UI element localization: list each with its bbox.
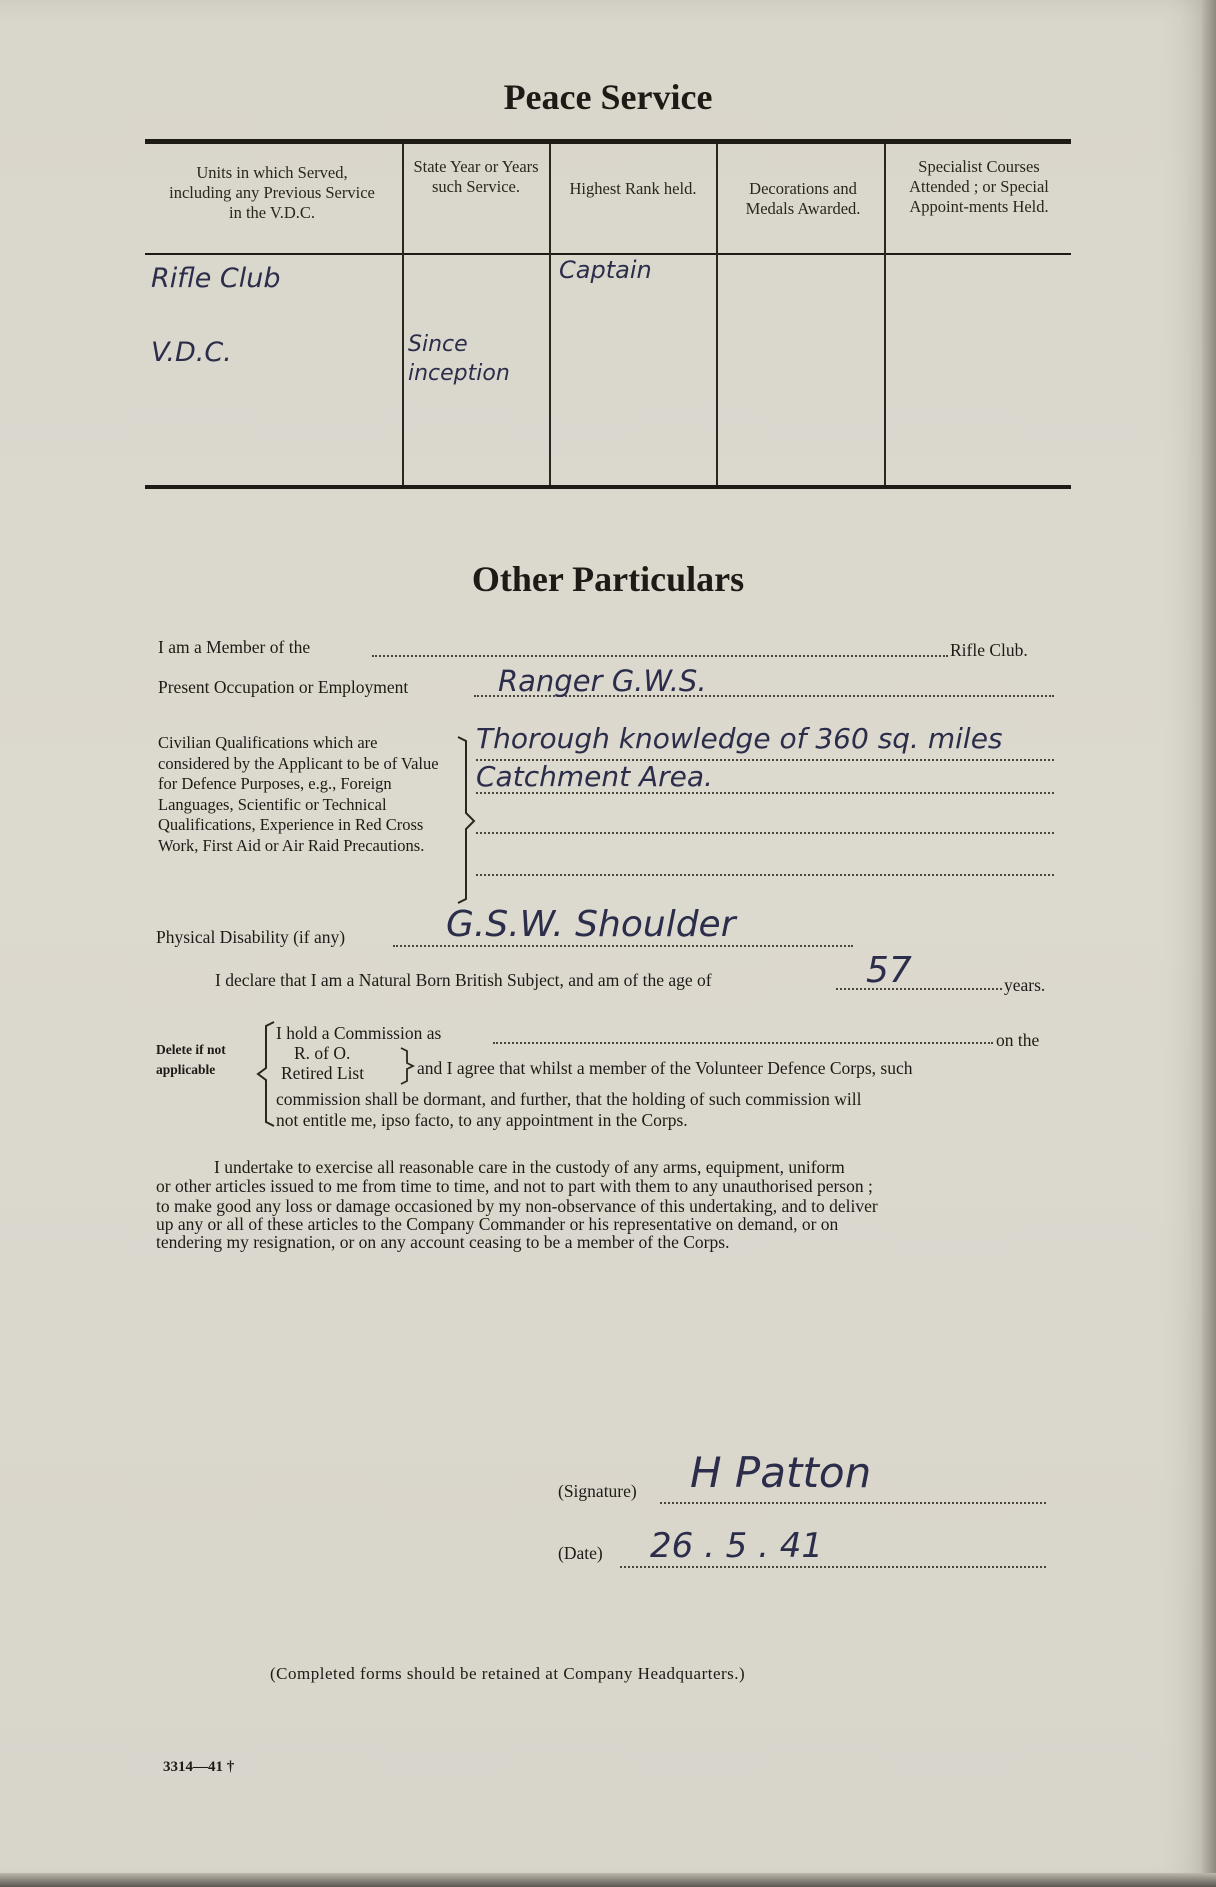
declare-prefix: I declare that I am a Natural Born British Subject, and am of the age of [215, 970, 712, 990]
undertaking-line-3: to make good any loss or damage occasioned by my non-observance of this undertaking, and to deliver [156, 1196, 878, 1216]
column-divider [884, 144, 886, 485]
undertaking-line-5: tendering my resignation, or on any account ceasing to be a member of the Corps. [156, 1232, 730, 1252]
occupation-label: Present Occupation or Employment [158, 677, 409, 697]
table-top-rule [145, 139, 1071, 144]
page-edge-right [1202, 0, 1216, 1887]
table-bottom-rule [145, 485, 1071, 489]
delete-brace-icon [256, 1020, 278, 1128]
other-particulars-title: Other Particulars [471, 559, 745, 599]
column-divider [716, 144, 718, 485]
date-value: 26 . 5 . 41 [650, 1526, 824, 1566]
declare-suffix: years. [1004, 975, 1046, 995]
date-dotted-line [620, 1566, 1046, 1568]
commission-dotted-line [493, 1042, 993, 1044]
commission-rofo: R. of O. [294, 1043, 351, 1063]
undertaking-line-1: I undertake to exercise all reasonable care in the custody of any arms, equipment, uniform [214, 1157, 845, 1177]
commission-retired: Retired List [281, 1063, 365, 1083]
civilian-brace-icon [452, 735, 476, 905]
unit-rifle-club: Rifle Club [151, 263, 281, 294]
member-suffix: Rifle Club. [950, 640, 1028, 660]
civilian-dotted-line-3 [476, 832, 1054, 834]
member-prefix: I am a Member of the [158, 637, 311, 657]
commission-brace-icon [398, 1046, 416, 1086]
commission-line-3: commission shall be dormant, and further, that the holding of such commission will [276, 1089, 862, 1109]
member-dotted-line [372, 655, 948, 657]
rank-captain: Captain [559, 256, 652, 284]
date-label: (Date) [558, 1543, 603, 1563]
age-value: 57 [866, 950, 912, 991]
civilian-label: Civilian Qualifications which are considered by the Applicant to be of Value for Defence Purposes, e.g., Foreign Languages, Scientific or Technical Qualifications, Experience in Red Cross Work, First Aid or Air Raid Precautions. [158, 733, 439, 855]
header-decorations: Decorations and Medals Awarded. [745, 179, 861, 218]
civilian-value-1: Thorough knowledge of 360 sq. miles [476, 722, 1003, 755]
delete-note: Delete if not applicable [156, 1042, 226, 1077]
column-divider [549, 144, 551, 485]
occupation-value: Ranger G.W.S. [498, 664, 707, 698]
commission-line-1-suffix: on the [996, 1030, 1040, 1050]
header-years: State Year or Years such Service. [413, 157, 539, 196]
peace-service-title: Peace Service [503, 77, 713, 117]
page-edge-bottom [0, 1873, 1216, 1887]
years-inception: inception [408, 361, 510, 386]
column-divider [402, 144, 404, 485]
civilian-dotted-line-4 [476, 874, 1054, 876]
commission-line-1-prefix: I hold a Commission as [276, 1023, 442, 1043]
age-dotted-line [836, 988, 1002, 990]
footer-code: 3314—41 † [163, 1759, 235, 1775]
peace-service-table [145, 139, 1071, 488]
disability-value: G.S.W. Shoulder [446, 904, 736, 945]
signature-value: H Patton [690, 1448, 872, 1497]
disability-dotted-line [393, 945, 853, 947]
footer-note: (Completed forms should be retained at Company Headquarters.) [270, 1664, 746, 1683]
header-courses: Specialist Courses Attended ; or Special Appoint-ments Held. [909, 157, 1049, 216]
unit-vdc: V.D.C. [151, 337, 232, 368]
header-units: Units in which Served, including any Previous Service in the V.D.C. [169, 163, 375, 222]
commission-agree: and I agree that whilst a member of the Volunteer Defence Corps, such [417, 1058, 913, 1078]
disability-label: Physical Disability (if any) [156, 927, 346, 947]
undertaking-line-4: up any or all of these articles to the Company Commander or his representative on demand, or on [156, 1214, 839, 1234]
commission-line-4: not entitle me, ipso facto, to any appointment in the Corps. [276, 1110, 688, 1130]
civilian-value-2: Catchment Area. [476, 760, 713, 793]
table-header-rule [145, 253, 1071, 255]
signature-label: (Signature) [558, 1481, 637, 1501]
years-since: Since [408, 332, 468, 357]
undertaking-line-2: or other articles issued to me from time to time, and not to part with them to any unauthorised person ; [156, 1176, 873, 1196]
header-rank: Highest Rank held. [569, 179, 697, 198]
signature-dotted-line [660, 1502, 1046, 1504]
